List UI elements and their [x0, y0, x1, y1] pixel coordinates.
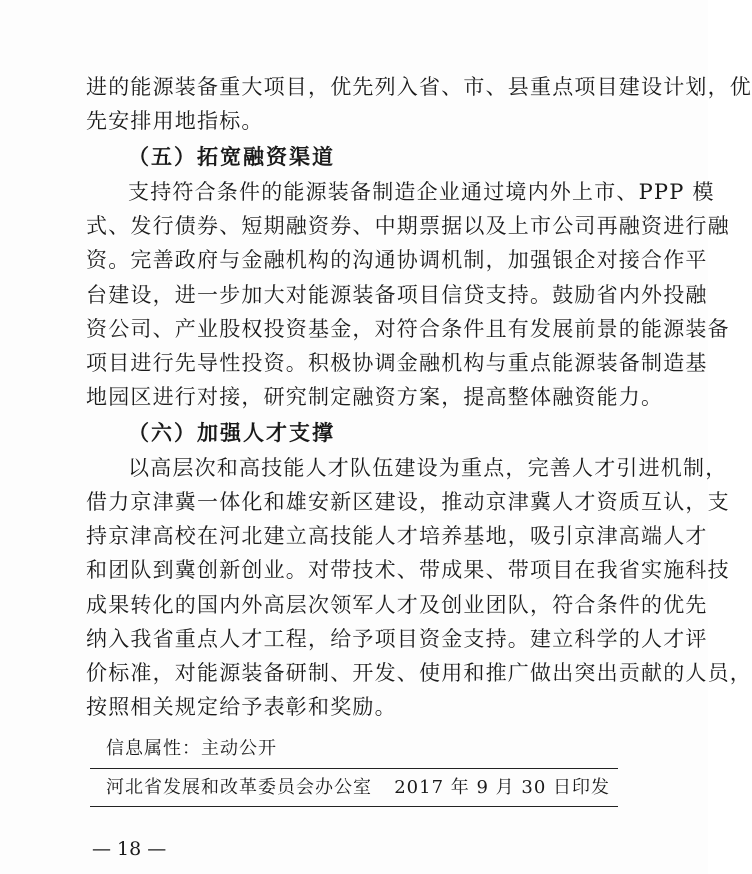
print-date: 2017 年 9 月 30 日印发 — [394, 777, 610, 798]
section-heading-talent: （六）加强人才支撑 — [128, 420, 335, 445]
body-line: 借力京津冀一体化和雄安新区建设，推动京津冀人才资质互认，支 — [86, 490, 730, 514]
info-attribute: 信息属性：主动公开 — [106, 738, 277, 759]
body-line: 式、发行债券、短期融资券、中期票据以及上市公司再融资进行融 — [86, 214, 730, 238]
body-line: 成果转化的国内外高层次领军人才及创业团队，符合条件的优先 — [86, 593, 708, 617]
body-line: 价标准，对能源装备研制、开发、使用和推广做出突出贡献的人员， — [86, 661, 752, 685]
page-number: — 18 — — [92, 838, 167, 860]
body-line: 纳入我省重点人才工程，给予项目资金支持。建立科学的人才评 — [86, 627, 708, 651]
body-line: 台建设，进一步加大对能源装备项目信贷支持。鼓励省内外投融 — [86, 283, 708, 307]
body-line: 资公司、产业股权投资基金，对符合条件且有发展前景的能源装备 — [86, 317, 730, 341]
body-line: 持京津高校在河北建立高技能人才培养基地，吸引京津高端人才 — [86, 524, 708, 548]
body-line: 支持符合条件的能源装备制造企业通过境内外上市、PPP 模 — [128, 180, 715, 204]
body-line: 地园区进行对接，研究制定融资方案，提高整体融资能力。 — [86, 385, 664, 409]
body-line: 资。完善政府与金融机构的沟通协调机制，加强银企对接合作平 — [86, 248, 708, 272]
body-line: 进的能源装备重大项目，优先列入省、市、县重点项目建设计划，优 — [86, 75, 752, 99]
issuing-office: 河北省发展和改革委员会办公室 — [106, 777, 372, 798]
body-line: 项目进行先导性投资。积极协调金融机构与重点能源装备制造基 — [86, 351, 708, 375]
footer-rule-bottom — [90, 806, 618, 807]
section-heading-financing: （五）拓宽融资渠道 — [128, 144, 335, 169]
body-line: 先安排用地指标。 — [86, 109, 264, 133]
body-line: 和团队到冀创新创业。对带技术、带成果、带项目在我省实施科技 — [86, 558, 730, 582]
footer-rule-top — [90, 768, 618, 769]
body-line: 按照相关规定给予表彰和奖励。 — [86, 695, 397, 719]
body-line: 以高层次和高技能人才队伍建设为重点，完善人才引进机制， — [128, 456, 728, 480]
